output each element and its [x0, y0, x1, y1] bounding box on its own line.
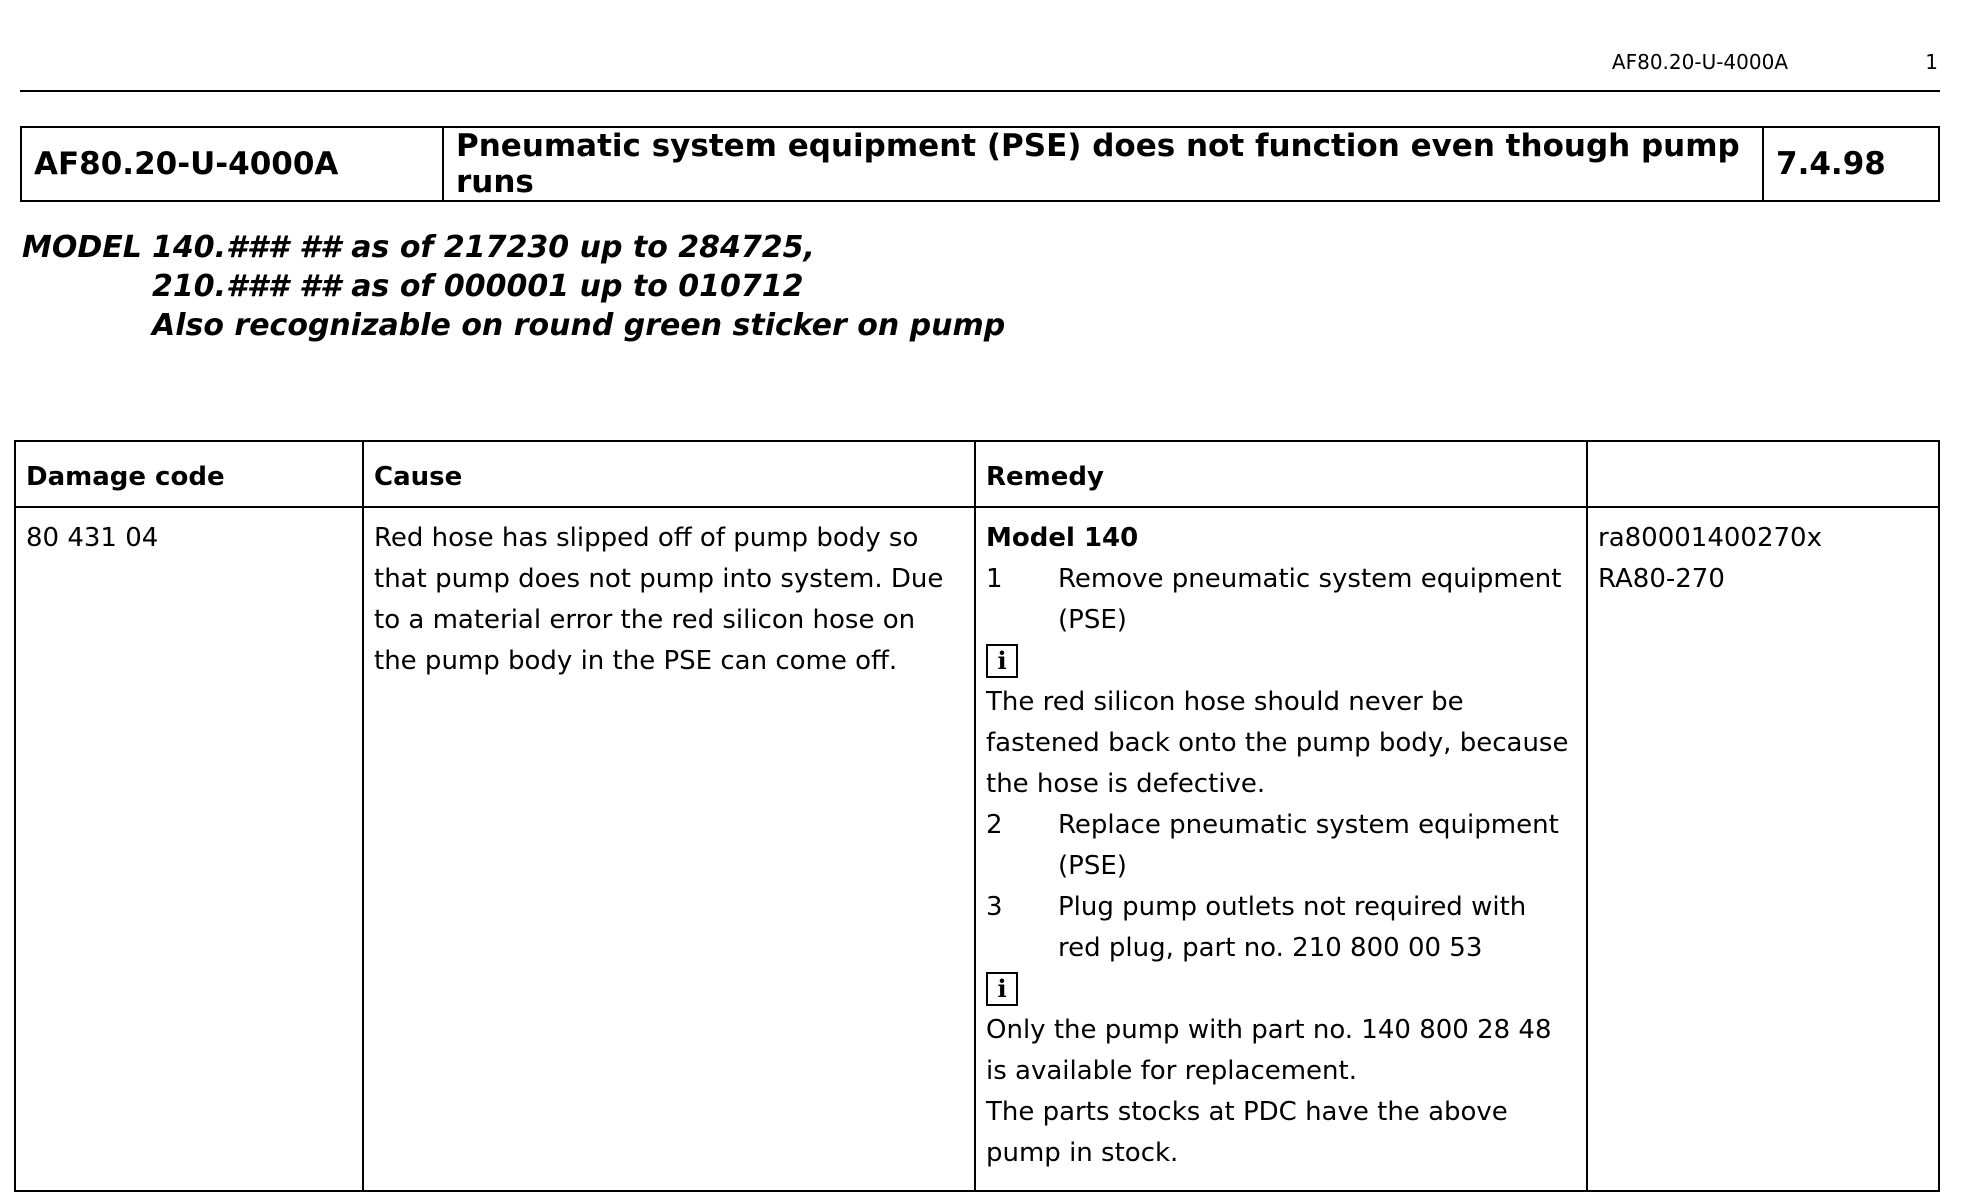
table-row [15, 507, 1939, 1191]
title-code: AF80.20-U-4000A [21, 127, 443, 201]
page-header [20, 46, 1940, 92]
step-text: Remove pneumatic system equipment (PSE) [1058, 564, 1562, 635]
header-doc-ref: AF80.20-U-4000A [1611, 50, 1788, 74]
step-number: 2 [986, 810, 1003, 840]
info-icon: i [986, 644, 1018, 678]
header-remedy: Remedy [975, 441, 1587, 507]
step-text: Replace pneumatic system equipment (PSE) [1058, 810, 1559, 881]
info-icon: i [986, 972, 1018, 1006]
model-label: MODEL [22, 230, 142, 265]
header-cause: Cause [363, 441, 975, 507]
model-line-2: 210.### ## as of 000001 up to 010712 [152, 269, 804, 304]
damage-table [14, 440, 1940, 1192]
remedy-step-2 [986, 805, 1576, 887]
header-page-number: 1 [1925, 50, 1938, 74]
title-date: 7.4.98 [1763, 127, 1939, 201]
step-text: Plug pump outlets not required with red plug, part no. 210 800 00 53 [1058, 892, 1527, 963]
model-block [22, 228, 1005, 345]
remedy-note-1: The red silicon hose should never be fastened back onto the pump body, because the hose is defective. [986, 687, 1569, 799]
model-line-1: 140.### ## as of 217230 up to 284725, [152, 230, 815, 265]
remedy-step-1 [986, 559, 1576, 641]
title-description: Pneumatic system equipment (PSE) does not function even though pump runs [443, 127, 1763, 201]
remedy-note-2: Only the pump with part no. 140 800 28 48 is available for replacement. [986, 1015, 1552, 1086]
remedy-step-3 [986, 887, 1576, 969]
remedy-model-heading: Model 140 [986, 523, 1139, 553]
step-number: 1 [986, 564, 1003, 594]
cell-remedy [975, 507, 1587, 1191]
cell-cause: Red hose has slipped off of pump body so that pump does not pump into system. Due to a material error the red silicon hose on the pump body in the PSE can come off. [363, 507, 975, 1191]
step-number: 3 [986, 892, 1003, 922]
model-line-3: Also recognizable on round green sticker on pump [152, 308, 1006, 343]
cell-damage-code: 80 431 04 [15, 507, 363, 1191]
header-damage-code: Damage code [15, 441, 363, 507]
remedy-note-3: The parts stocks at PDC have the above pump in stock. [986, 1097, 1508, 1168]
reference-code: ra80001400270x [1598, 523, 1822, 553]
reference-code: RA80-270 [1598, 564, 1725, 594]
cell-reference [1587, 507, 1939, 1191]
title-table [20, 126, 1940, 202]
table-header-row [15, 441, 1939, 507]
header-reference [1587, 441, 1939, 507]
